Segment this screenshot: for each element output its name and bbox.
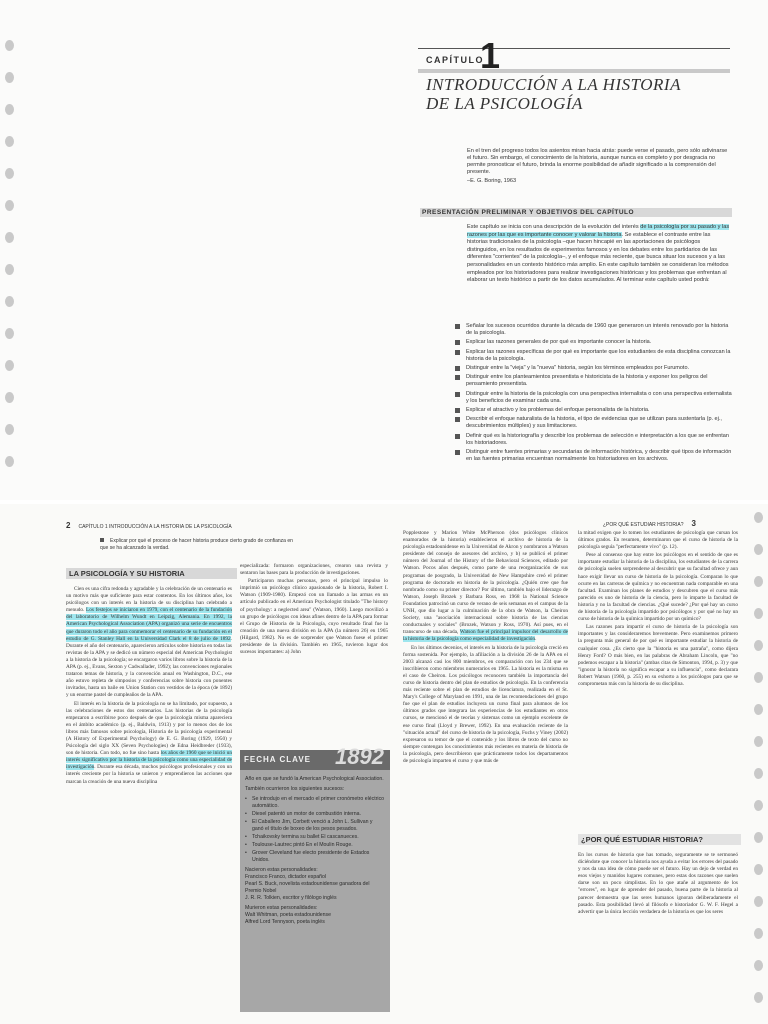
fecha-subheading: Nacieron estas personalidades: (245, 867, 318, 873)
square-bullet-icon (100, 538, 104, 542)
fecha-intro: Año en que se fundó la American Psychological Association. (245, 776, 384, 782)
page-number-left: 2 (66, 521, 71, 530)
objective-text: Distinguir entre la "vieja" y la "nueva" historia, según los términos empleados por Furumoto. (466, 365, 690, 372)
objective-item (455, 416, 733, 430)
intro-highlight: de la psicología por su pasado y las razones por las que es importante conocer y valorar la historia (467, 224, 730, 238)
right-column-1 (403, 530, 568, 766)
objective-item (455, 391, 733, 405)
paragraph: Las razones para impartir el curso de historia de la psicología son importantes y las consideraremos brevemente. Pero examinemos primero la pregunta más general de por qué es importante estudiar la historia de cualquier cosa. ¿Es cierto que la "historia es una patraña", como dijera Henry Ford? O más bien, en las palabras de Abraham Lincoln, que "no podemos escapar a la historia" (ambas citas de Simonton, 1994, p. 3) y que "ignorar la historia no significa escapar a su influencia", como declarara Robert Watson (1960, p. 255) en su exhorto a los psicólogos para que se comprometan más con la historia de su disciplina. (578, 624, 738, 687)
fecha-subheading: Murieron estas personalidades: (245, 905, 318, 911)
top-note (100, 538, 300, 551)
list-item: • Se introdujo en el mercado el primer cronómetro eléctrico automático. (245, 796, 385, 810)
objective-item (455, 407, 733, 414)
text-run: El interés en la historia de la psicología no se ha limitado, por supuesto, a las celebraciones de estos dos centenarios. Las historias de la psicología empezaron a escribirse poco después de que la psicología misma apareciera en el ámbito académico (p. ej., Baldwin, 1913) y por lo menos dos de los libros más famosos sobre psicología, Historia de la psicología experimental (A History of Experimental Psychology) de E. G. Boring (1929, 1950) y Psicología del siglo XX (Seven Psychologies) de Edna Heidbreder (1933), son de historia. Con todo, no fue sino hasta (66, 700, 232, 757)
intro-text-b: . Se establece el contraste entre las historias tradicionales de la psicología –que hacen hincapié en las aportaciones de psicólogos distinguidos, en los resultados de experimentos famosos y en los debates entre los partidarios de las diferentes "corrientes" de la psicología–, y el enfoque más reciente, que busca situar los sucesos y a las personalidades en un contexto histórico más amplio. En este capítulo también se consideran los métodos empleados por los historiadores para realizar investigaciones históricas y los problemas que enfrentan al elaborar un texto histórico a partir de los datos acumulados. Al terminar este capítulo usted podrá: (467, 231, 729, 284)
list-item: Francisco Franco, dictador español (245, 874, 327, 880)
intro-text-a: Este capítulo se inicia con una descripción de la evolución del interés (467, 224, 641, 230)
objective-text: Describir el enfoque naturalista de la historia, el tipo de evidencias que se utilizan para sustentarla (p. ej., descubrimientos múltiples) y sus limitaciones. (466, 416, 722, 430)
fecha-clave-header (240, 744, 390, 770)
list-item: • Tchaikovsky termina su ballet El cascanueces. (245, 834, 385, 841)
square-bullet-icon (455, 392, 460, 397)
list-item: • Toulouse-Lautrec pintó En el Moulin Rouge. (245, 842, 385, 849)
epigraph (467, 148, 729, 185)
objective-text: Definir qué es la historiografía y describir los problemas de selección e interpretación a los que se enfrentan los historiadores. (466, 432, 729, 446)
highlight: los años de 1960 que se inició un interés significativo por la historia de la psicología como una especialidad de investigación (66, 750, 232, 771)
chapter-number: 1 (480, 35, 501, 76)
list-item: • El Caballero Jim, Corbett venció a John L. Sullivan y ganó el título de boxeo de los pesos pesados. (245, 819, 385, 833)
objective-text: Distinguir entre la historia de la psicología con una perspectiva internalista o con una perspectiva externalista y los beneficios de examinar cada una. (466, 390, 732, 404)
list-item: • Grover Cleveland fue electo presidente de Estados Unidos. (245, 850, 385, 864)
objective-text: Distinguir entre fuentes primarias y secundarias de información histórica, y describir qué tipos de información en las fuentes primarias encuentran normalmente los historiadores en los archivos. (466, 449, 732, 463)
square-bullet-icon (455, 340, 460, 345)
paragraph: especializada: formaron organizaciones, crearon una revista y sentaron las bases para la producción de investigaciones. (240, 563, 388, 577)
page-number-right: 3 (691, 519, 696, 528)
list-item: Walt Whitman, poeta estadounidense (245, 912, 332, 918)
running-head-right-text: ¿POR QUÉ ESTUDIAR HISTORIA? (603, 522, 684, 528)
list-item: Alfred Lord Tennyson, poeta inglés (245, 919, 325, 925)
square-bullet-icon (455, 408, 460, 413)
text-run: . Durante el año del centenario, aparecieron artículos sobre historia en todas las revistas de la APA y se dedicó un número especial del American Psychologist a la historia de la psicología; se encargaron varios libros sobre la historia de la APA (p. ej., Evans, Sexton y Cadwallader, 1992); las convenciones regionales trataron temas de historia, y la convención anual en Washington, D.C., ese año estuvo repleta de simposios y conferencias sobre historia con ponentes invitados, hasta un baile en Union Station con vestidos de la época (de 1892) y un enorme pastel de cumpleaños de la APA. (66, 635, 232, 699)
objectives-list (455, 323, 733, 465)
objective-item (455, 349, 733, 363)
epigraph-author: –E. G. Boring, 1963 (467, 178, 517, 184)
middle-column (240, 563, 388, 657)
highlight: Watson fue el principal impulsor del desarrollo de la historia de la psicología como especialidad de investigación (403, 629, 568, 643)
chapter-title (426, 75, 681, 113)
paragraph: En los cursos de historia que has tomado, seguramente se te sermoneó diciéndote que conocer la historia nos ayuda a evitar los errores del pasado y nos da una idea de cómo puede ser el futuro. Hay un dejo de verdad en esos viejos y manidos lugares comunes, pero estas dos razones que suelen darse son un poco simplistas. En lo que atañe al argumento de los "errores", en lugar de aprender del pasado, buena parte de la historia al parecer demuestra que las seres humanos ignoran deliberadamente el pasado. Esta posibilidad llevó al filósofo e historiador G. W. F. Hegel a advertir que la única lección verdadera de la historia es que los seres (578, 852, 738, 915)
fecha-clave-box (240, 744, 390, 1012)
epigraph-text: En el tren del progreso todos los asientos miran hacia atrás: puede verse el pasado, pero sólo adivinarse el futuro. Sin embargo, el conocimiento de la historia, aunque nunca es completo y por desgracia no permite pronosticar el futuro, brinda la enorme posibilidad de añadir significado a la comprensión del presente. (467, 148, 728, 175)
square-bullet-icon (455, 366, 460, 371)
objective-item (455, 339, 733, 346)
chapter-title-line-1: INTRODUCCIÓN A LA HISTORIA (426, 75, 681, 94)
objective-text: Explicar las razones generales de por qué es importante conocer la historia. (466, 339, 652, 346)
objective-item (455, 433, 733, 447)
text-run: . (535, 636, 537, 643)
list-item: J. R. R. Tolkien, escritor y filólogo inglés (245, 895, 337, 901)
objective-item (455, 323, 733, 337)
chapter-title-line-2: DE LA PSICOLOGÍA (426, 94, 583, 113)
section-heading-left: LA PSICOLOGÍA Y SU HISTORIA (66, 568, 237, 579)
binder-holes-right (748, 504, 768, 1024)
fecha-clave-body (245, 776, 385, 926)
square-bullet-icon (455, 434, 460, 439)
binder-holes-left (0, 0, 20, 500)
list-item: Pearl S. Buck, novelista estadounidense ganadora del Premio Nobel (245, 881, 370, 894)
running-head-left-text: CAPÍTULO 1 INTRODUCCIÓN A LA HISTORIA DE LA PSICOLOGÍA (78, 524, 232, 530)
paragraph (403, 530, 568, 644)
text-run: . Durante esa década, muchos psicólogos profesionales y con un interés creciente por la historia se unieron y emprendieron las acciones que marcan la creación de una nueva disciplina (66, 764, 232, 785)
paragraph: la mitad exigen que lo tomen los estudiantes de psicología que cursan los últimos grados. En resumen, determinaron que el curso de historia de la psicología seguía "perfectamente vivo" (p. 12). (578, 530, 738, 551)
top-note-text: Explicar por qué el proceso de hacer historia produce cierto grado de confianza en que se ha alcanzado la verdad. (100, 538, 293, 551)
objective-text: Explicar el atractivo y los problemas del enfoque personalista de la historia. (466, 407, 650, 414)
text-run: Cien es una cifra redonda y agradable y la celebración de un centenario es un motivo más que suficiente para estar contentos. En los últimos años, los psicólogos con un interés en la historia de su disciplina han celebrado a menudo. (66, 586, 232, 614)
section-heading-right: ¿POR QUÉ ESTUDIAR HISTORIA? (578, 834, 741, 845)
fecha-events-list (245, 796, 385, 864)
highlight: Los festejos se iniciaron en 1979, con el centenario de la fundación del laboratorio de Wilhelm Wundt en Leipzig, Alemania. En 1992, la American Psychological Association (APA) organizó una serie de encuentros que duraron todo el año para conmemorar el centenario de su fundación en el estudio de G. Stanley Hall en la Universidad Clark el 8 de julio de 1892 (66, 607, 232, 642)
square-bullet-icon (455, 375, 460, 380)
objective-text: Señalar los sucesos ocurridos durante la década de 1960 que generaron un interés renovado por la historia de la psicología. (466, 323, 729, 337)
intro-paragraph (467, 224, 731, 285)
paragraph: En los últimos decenios, el interés en la historia de la psicología creció en forma sostenida. Por ejemplo, la afiliación a la división 26 de la APA en el 2003 alcanzó casi los 800 miembros, en comparación con los 234 que se inscribieron como miembros numerarios en 1965. La historia es la misma en el caso de Cheiron. Los psicólogos reconocen también la importancia del curso de historia dentro del plan de estudios de psicología. En la conferencia más reciente sobre el plan de estudios de licenciatura, realizada en el St. Mary's College of Maryland en 1991, una de las recomendaciones del grupo fue que el plan de estudios incluyera un curso final para alumnos de los últimos grados que integrara las experiencias de los estudiantes en otros cursos, se mencionó el de teorías y sistemas como un ejemplo excelente de ese curso final (Lloyd y Brewer, 1992). En una evaluación reciente de la "situación actual" del curso de historia de la psicología, Fuchs y Viney (2002) expresaron su temor de que el contenido y los libros de texto del curso no siempre contengan los conocimientos más recientes en materia de historia de la psicología, pero describieron que prácticamente todos los departamentos de psicología imparten el curso y que más de (403, 644, 568, 764)
text-run: Popplestone y Marion White McPherson (dos psicólogos clínicos enamorados de la historia) establecieron el archivo de historia de la psicología estadounidense en la Universidad de Akron y nombraron a Watson presidente del consejo de asesores del archivo, y b) se publicó el primer número del Journal of the History of the Behavioral Sciences, editado por Watson. Pocos años después, como parte de una reorganización de sus programas de posgrado, la Universidad de New Hampshire creó el primer programa de doctorado en historia de la psicología. ¿Quién cree que fue nombrado como su primer director? Por último, también bajo el liderazgo de Watson, Joseph Brozek y Barbara Ross, en 1968 la National Science Foundation patrocinó un curso de verano de seis semanas en el campus de la UNH, que dio lugar a la culminación de la obra de Watson, la Cheiron Society, una "asociación internacional sobre historia de las ciencias conductuales y sociales" (Brozek, Watson y Ross, 1970). Así pues, en el transcurso de una década, (403, 530, 568, 636)
right-column-2 (578, 530, 738, 689)
square-bullet-icon (455, 417, 460, 422)
fecha-clave-label: FECHA CLAVE (244, 755, 311, 764)
square-bullet-icon (455, 450, 460, 455)
paragraph (66, 586, 232, 700)
right-column-2-lower (578, 852, 738, 917)
chapter-band (418, 69, 730, 73)
objective-text: Explicar las razones específicas de por qué es importante que los estudiantes de esta disciplina conozcan la historia de la psicología. (466, 348, 731, 362)
section-bar (420, 208, 732, 217)
chapter-header (418, 35, 730, 115)
paragraph (66, 701, 232, 786)
chapter-label: CAPÍTULO (426, 55, 484, 65)
left-column (66, 586, 232, 787)
top-page (0, 0, 768, 500)
fecha-clave-year: 1892 (335, 744, 384, 769)
list-item: • Diesel patentó un motor de combustión interna. (245, 811, 385, 818)
paragraph: Participaron muchas personas, pero el principal impulso lo imprimió un psicólogo clínico apasionado de la historia, Robert I. Watson (1909-1980). Empezó con un llamado a las armas en un artículo publicado en el American Psychologist titulado "The history of psychology: a neglected area" (Watson, 1960). Luego movilizó a un grupo de psicólogos con ideas afines dentro de la APA para formar el Grupo de Historia de la Psicología, cuyo resultado final fue la creación de una nueva división en la APA (la número 26) en 1965 (Hilgard, 1982). No es de sorprender que Watson fuese el primer presidente de la división. También en 1965, tuvieron lugar dos sucesos importantes: a) John (240, 578, 388, 656)
objective-text: Distinguir entre los planteamientos presentista e historicista de la historia y exponer los peligros del pensamiento presentista. (466, 374, 708, 388)
running-head-left (66, 521, 232, 530)
square-bullet-icon (455, 324, 460, 329)
running-head-right (603, 519, 696, 528)
objective-item (455, 365, 733, 372)
paragraph: Pese al consenso que hay entre los psicólogos en el sentido de que es importante estudiar la historia de la disciplina, los estudiantes de la carrera de psicología suelen sorprenderse al descubrir que su facultad ofrece y aun hace exigir llevar un curso de historia de la psicología. Comparan lo que ocurre en las carreras de química y no encuentran nada comparable en una facultad. Examinan los planes de estudios y descubren que el curso más parecido es uno de historia de la ciencia, pero lo imparte la facultad de historia y no la facultad de ciencias. ¿Qué sucede? ¿Por qué hay un curso de historia de la psicología impartido por psicólogos y por qué no hay un curso de historia de la química impartido por un químico? (578, 552, 738, 623)
objective-item (455, 449, 733, 463)
fecha-subheading: También ocurrieron los siguientes sucesos: (245, 786, 345, 792)
section-title: PRESENTACIÓN PRELIMINAR Y OBJETIVOS DEL CAPÍTULO (422, 209, 635, 216)
square-bullet-icon (455, 350, 460, 355)
objective-item (455, 374, 733, 388)
